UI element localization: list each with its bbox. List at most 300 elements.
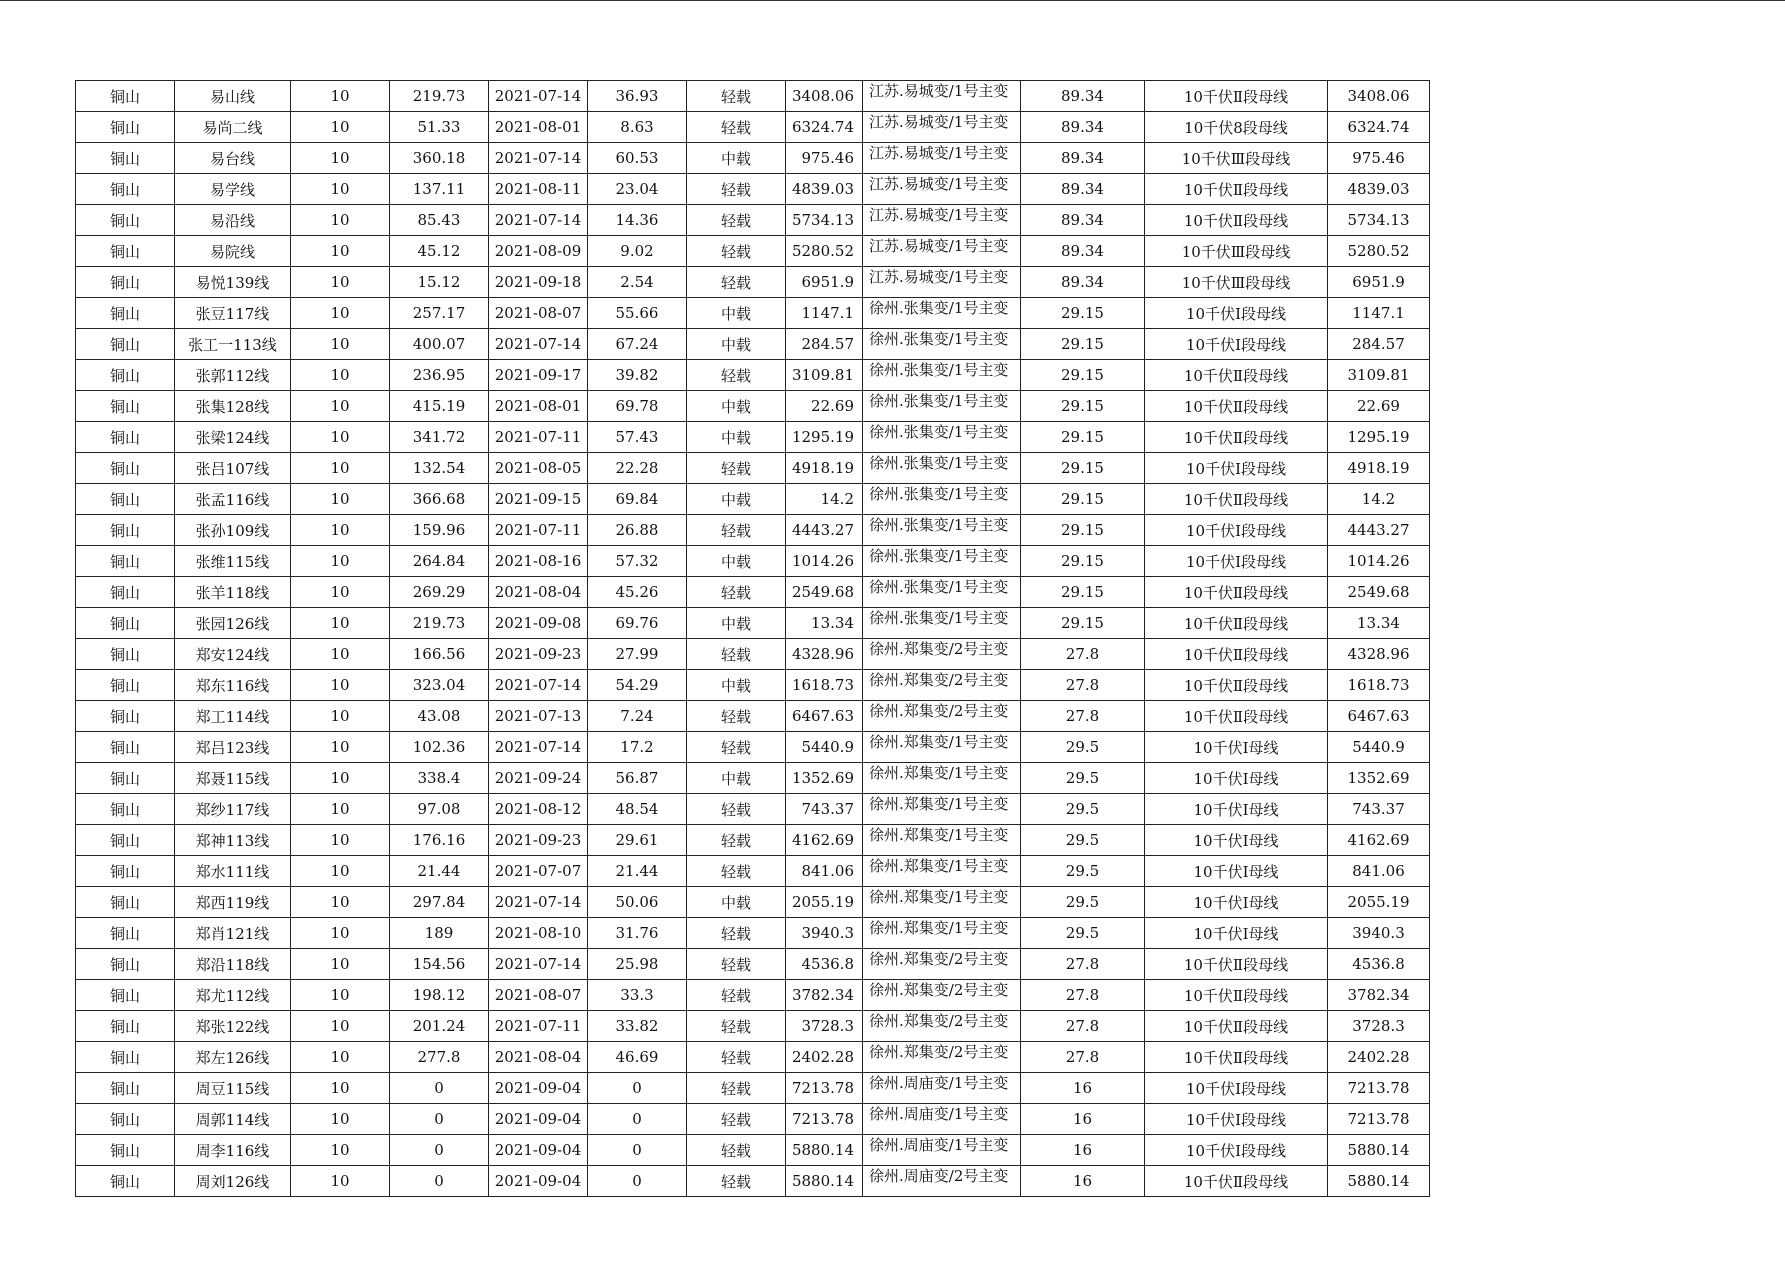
load-status-cell: 中载 [687, 670, 786, 701]
length-cell: 51.33 [390, 112, 489, 143]
load-status-cell: 轻载 [687, 918, 786, 949]
line-name-cell: 郑肖121线 [175, 918, 291, 949]
district-cell: 铜山 [76, 825, 175, 856]
transformer-rate-cell: 89.34 [1021, 112, 1145, 143]
station-text: 徐州.张集变/1号主变 [869, 516, 1009, 534]
length-cell: 159.96 [390, 515, 489, 546]
voltage-cell: 10 [291, 825, 390, 856]
load-status-cell: 轻载 [687, 515, 786, 546]
line-name-cell: 张集128线 [175, 391, 291, 422]
date-cell: 2021-09-04 [489, 1104, 588, 1135]
voltage-cell: 10 [291, 918, 390, 949]
transformer-rate-cell: 29.15 [1021, 422, 1145, 453]
transformer-rate-cell: 89.34 [1021, 236, 1145, 267]
table-row [76, 608, 1430, 639]
line-name-cell: 郑张122线 [175, 1011, 291, 1042]
district-cell: 铜山 [76, 1011, 175, 1042]
station-cell [863, 577, 1021, 608]
station-text: 徐州.郑集变/2号主变 [869, 1043, 1009, 1061]
station-text: 徐州.张集变/1号主变 [869, 330, 1009, 348]
capacity-cell: 6467.63 [786, 701, 863, 732]
bus-cell: 10千伏Ⅱ段母线 [1145, 949, 1328, 980]
table-row [76, 1135, 1430, 1166]
district-cell: 铜山 [76, 856, 175, 887]
capacity-cell: 5734.13 [786, 205, 863, 236]
load-status-cell: 中载 [687, 298, 786, 329]
transformer-rate-cell: 29.5 [1021, 732, 1145, 763]
length-cell: 366.68 [390, 484, 489, 515]
table-body [76, 81, 1430, 1197]
station-text: 徐州.郑集变/2号主变 [869, 1012, 1009, 1030]
date-cell: 2021-09-15 [489, 484, 588, 515]
voltage-cell: 10 [291, 267, 390, 298]
district-cell: 铜山 [76, 1135, 175, 1166]
rate-cell: 22.28 [588, 453, 687, 484]
station-cell [863, 918, 1021, 949]
bus-cell: 10千伏Ⅰ段母线 [1145, 1104, 1328, 1135]
station-text: 徐州.郑集变/1号主变 [869, 826, 1009, 844]
station-cell [863, 856, 1021, 887]
bus-cell: 10千伏Ⅱ段母线 [1145, 484, 1328, 515]
load-status-cell: 中载 [687, 391, 786, 422]
transformer-rate-cell: 29.15 [1021, 608, 1145, 639]
date-cell: 2021-08-09 [489, 236, 588, 267]
table-row [76, 980, 1430, 1011]
capacity-cell: 3109.81 [786, 360, 863, 391]
load-status-cell: 轻载 [687, 639, 786, 670]
district-cell: 铜山 [76, 949, 175, 980]
table-row [76, 577, 1430, 608]
voltage-cell: 10 [291, 174, 390, 205]
load-status-cell: 轻载 [687, 1073, 786, 1104]
station-cell [863, 329, 1021, 360]
rate-cell: 69.76 [588, 608, 687, 639]
table-row [76, 298, 1430, 329]
date-cell: 2021-09-04 [489, 1073, 588, 1104]
district-cell: 铜山 [76, 1166, 175, 1197]
bus-capacity-cell: 1295.19 [1328, 422, 1430, 453]
station-text: 徐州.郑集变/1号主变 [869, 733, 1009, 751]
length-cell: 257.17 [390, 298, 489, 329]
date-cell: 2021-07-11 [489, 515, 588, 546]
station-cell [863, 608, 1021, 639]
date-cell: 2021-08-07 [489, 980, 588, 1011]
rate-cell: 0 [588, 1073, 687, 1104]
load-status-cell: 中载 [687, 546, 786, 577]
district-cell: 铜山 [76, 453, 175, 484]
bus-cell: 10千伏Ⅱ段母线 [1145, 1011, 1328, 1042]
bus-capacity-cell: 975.46 [1328, 143, 1430, 174]
voltage-cell: 10 [291, 81, 390, 112]
transformer-rate-cell: 89.34 [1021, 205, 1145, 236]
district-cell: 铜山 [76, 236, 175, 267]
station-cell [863, 794, 1021, 825]
rate-cell: 45.26 [588, 577, 687, 608]
line-name-cell: 张豆117线 [175, 298, 291, 329]
bus-capacity-cell: 3109.81 [1328, 360, 1430, 391]
date-cell: 2021-08-04 [489, 577, 588, 608]
length-cell: 189 [390, 918, 489, 949]
bus-capacity-cell: 2055.19 [1328, 887, 1430, 918]
bus-cell: 10千伏Ⅰ母线 [1145, 856, 1328, 887]
voltage-cell: 10 [291, 391, 390, 422]
date-cell: 2021-09-17 [489, 360, 588, 391]
load-status-cell: 轻载 [687, 1104, 786, 1135]
rate-cell: 60.53 [588, 143, 687, 174]
bus-cell: 10千伏Ⅰ段母线 [1145, 453, 1328, 484]
length-cell: 400.07 [390, 329, 489, 360]
line-name-cell: 周豆115线 [175, 1073, 291, 1104]
station-cell [863, 422, 1021, 453]
load-status-cell: 轻载 [687, 81, 786, 112]
transformer-rate-cell: 29.15 [1021, 453, 1145, 484]
line-name-cell: 郑水111线 [175, 856, 291, 887]
district-cell: 铜山 [76, 546, 175, 577]
district-cell: 铜山 [76, 918, 175, 949]
line-name-cell: 易尚二线 [175, 112, 291, 143]
line-name-cell: 易沿线 [175, 205, 291, 236]
date-cell: 2021-08-10 [489, 918, 588, 949]
station-cell [863, 205, 1021, 236]
load-status-cell: 轻载 [687, 794, 786, 825]
station-cell [863, 391, 1021, 422]
voltage-cell: 10 [291, 1135, 390, 1166]
rate-cell: 36.93 [588, 81, 687, 112]
load-status-cell: 轻载 [687, 825, 786, 856]
transformer-rate-cell: 16 [1021, 1073, 1145, 1104]
station-cell [863, 267, 1021, 298]
capacity-cell: 1618.73 [786, 670, 863, 701]
bus-capacity-cell: 1618.73 [1328, 670, 1430, 701]
bus-capacity-cell: 5734.13 [1328, 205, 1430, 236]
district-cell: 铜山 [76, 639, 175, 670]
table-row [76, 1073, 1430, 1104]
length-cell: 43.08 [390, 701, 489, 732]
station-cell [863, 732, 1021, 763]
table-row [76, 515, 1430, 546]
line-name-cell: 郑聂115线 [175, 763, 291, 794]
date-cell: 2021-07-11 [489, 422, 588, 453]
line-name-cell: 张孙109线 [175, 515, 291, 546]
table-row [76, 701, 1430, 732]
station-cell [863, 1166, 1021, 1197]
capacity-cell: 5280.52 [786, 236, 863, 267]
length-cell: 15.12 [390, 267, 489, 298]
voltage-cell: 10 [291, 360, 390, 391]
length-cell: 360.18 [390, 143, 489, 174]
load-status-cell: 中载 [687, 763, 786, 794]
bus-capacity-cell: 5880.14 [1328, 1166, 1430, 1197]
table-row [76, 174, 1430, 205]
load-status-cell: 轻载 [687, 267, 786, 298]
station-cell [863, 1104, 1021, 1135]
station-text: 徐州.郑集变/2号主变 [869, 671, 1009, 689]
station-text: 徐州.郑集变/1号主变 [869, 795, 1009, 813]
bus-capacity-cell: 13.34 [1328, 608, 1430, 639]
transformer-rate-cell: 89.34 [1021, 174, 1145, 205]
voltage-cell: 10 [291, 980, 390, 1011]
line-name-cell: 郑左126线 [175, 1042, 291, 1073]
transformer-rate-cell: 29.15 [1021, 298, 1145, 329]
date-cell: 2021-09-24 [489, 763, 588, 794]
table-row [76, 112, 1430, 143]
line-name-cell: 郑西119线 [175, 887, 291, 918]
station-cell [863, 1073, 1021, 1104]
bus-cell: 10千伏Ⅱ段母线 [1145, 422, 1328, 453]
line-name-cell: 郑安124线 [175, 639, 291, 670]
transformer-rate-cell: 27.8 [1021, 639, 1145, 670]
length-cell: 21.44 [390, 856, 489, 887]
bus-cell: 10千伏Ⅱ段母线 [1145, 174, 1328, 205]
load-status-cell: 轻载 [687, 856, 786, 887]
rate-cell: 57.43 [588, 422, 687, 453]
rate-cell: 2.54 [588, 267, 687, 298]
bus-cell: 10千伏Ⅱ段母线 [1145, 391, 1328, 422]
line-name-cell: 易山线 [175, 81, 291, 112]
length-cell: 236.95 [390, 360, 489, 391]
bus-cell: 10千伏Ⅰ段母线 [1145, 1135, 1328, 1166]
load-status-cell: 中载 [687, 329, 786, 360]
length-cell: 137.11 [390, 174, 489, 205]
capacity-cell: 5880.14 [786, 1166, 863, 1197]
line-name-cell: 张吕107线 [175, 453, 291, 484]
transformer-rate-cell: 27.8 [1021, 670, 1145, 701]
capacity-cell: 1014.26 [786, 546, 863, 577]
transformer-rate-cell: 29.5 [1021, 825, 1145, 856]
station-cell [863, 112, 1021, 143]
length-cell: 97.08 [390, 794, 489, 825]
line-name-cell: 郑纱117线 [175, 794, 291, 825]
transformer-rate-cell: 29.5 [1021, 794, 1145, 825]
voltage-cell: 10 [291, 639, 390, 670]
station-text: 徐州.郑集变/2号主变 [869, 981, 1009, 999]
station-text: 徐州.周庙变/1号主变 [869, 1136, 1009, 1154]
transformer-rate-cell: 27.8 [1021, 980, 1145, 1011]
capacity-cell: 22.69 [786, 391, 863, 422]
voltage-cell: 10 [291, 329, 390, 360]
length-cell: 219.73 [390, 608, 489, 639]
load-status-cell: 轻载 [687, 980, 786, 1011]
bus-capacity-cell: 4839.03 [1328, 174, 1430, 205]
transformer-rate-cell: 27.8 [1021, 949, 1145, 980]
voltage-cell: 10 [291, 763, 390, 794]
transformer-rate-cell: 29.15 [1021, 484, 1145, 515]
bus-capacity-cell: 2402.28 [1328, 1042, 1430, 1073]
bus-capacity-cell: 1147.1 [1328, 298, 1430, 329]
station-text: 徐州.张集变/1号主变 [869, 392, 1009, 410]
voltage-cell: 10 [291, 298, 390, 329]
district-cell: 铜山 [76, 267, 175, 298]
station-cell [863, 1042, 1021, 1073]
line-name-cell: 张郭112线 [175, 360, 291, 391]
bus-cell: 10千伏Ⅱ段母线 [1145, 701, 1328, 732]
length-cell: 0 [390, 1166, 489, 1197]
voltage-cell: 10 [291, 887, 390, 918]
rate-cell: 46.69 [588, 1042, 687, 1073]
rate-cell: 48.54 [588, 794, 687, 825]
bus-capacity-cell: 6467.63 [1328, 701, 1430, 732]
district-cell: 铜山 [76, 422, 175, 453]
line-name-cell: 张工一113线 [175, 329, 291, 360]
length-cell: 341.72 [390, 422, 489, 453]
station-text: 徐州.张集变/1号主变 [869, 547, 1009, 565]
transformer-rate-cell: 29.15 [1021, 360, 1145, 391]
rate-cell: 39.82 [588, 360, 687, 391]
load-status-cell: 轻载 [687, 701, 786, 732]
district-cell: 铜山 [76, 174, 175, 205]
station-text: 徐州.周庙变/1号主变 [869, 1074, 1009, 1092]
transformer-rate-cell: 16 [1021, 1104, 1145, 1135]
bus-cell: 10千伏Ⅰ段母线 [1145, 329, 1328, 360]
station-text: 徐州.郑集变/1号主变 [869, 888, 1009, 906]
district-cell: 铜山 [76, 329, 175, 360]
rate-cell: 69.78 [588, 391, 687, 422]
station-cell [863, 453, 1021, 484]
bus-cell: 10千伏Ⅱ段母线 [1145, 670, 1328, 701]
rate-cell: 54.29 [588, 670, 687, 701]
bus-cell: 10千伏Ⅱ段母线 [1145, 1166, 1328, 1197]
station-cell [863, 298, 1021, 329]
capacity-cell: 3782.34 [786, 980, 863, 1011]
capacity-cell: 7213.78 [786, 1073, 863, 1104]
date-cell: 2021-08-12 [489, 794, 588, 825]
transformer-rate-cell: 16 [1021, 1166, 1145, 1197]
bus-capacity-cell: 4443.27 [1328, 515, 1430, 546]
capacity-cell: 3408.06 [786, 81, 863, 112]
transformer-rate-cell: 16 [1021, 1135, 1145, 1166]
line-name-cell: 易学线 [175, 174, 291, 205]
district-cell: 铜山 [76, 1042, 175, 1073]
station-cell [863, 236, 1021, 267]
capacity-cell: 3728.3 [786, 1011, 863, 1042]
voltage-cell: 10 [291, 856, 390, 887]
load-status-cell: 轻载 [687, 205, 786, 236]
bus-cell: 10千伏Ⅲ段母线 [1145, 267, 1328, 298]
table-row [76, 546, 1430, 577]
district-cell: 铜山 [76, 732, 175, 763]
table-row [76, 639, 1430, 670]
date-cell: 2021-07-07 [489, 856, 588, 887]
district-cell: 铜山 [76, 360, 175, 391]
station-text: 徐州.张集变/1号主变 [869, 454, 1009, 472]
line-name-cell: 易悦139线 [175, 267, 291, 298]
load-status-cell: 轻载 [687, 732, 786, 763]
capacity-cell: 6951.9 [786, 267, 863, 298]
date-cell: 2021-08-07 [489, 298, 588, 329]
bus-capacity-cell: 1352.69 [1328, 763, 1430, 794]
station-text: 徐州.张集变/1号主变 [869, 609, 1009, 627]
bus-capacity-cell: 5880.14 [1328, 1135, 1430, 1166]
line-name-cell: 周刘126线 [175, 1166, 291, 1197]
rate-cell: 67.24 [588, 329, 687, 360]
bus-capacity-cell: 4918.19 [1328, 453, 1430, 484]
transformer-rate-cell: 29.15 [1021, 577, 1145, 608]
station-text: 徐州.周庙变/1号主变 [869, 1105, 1009, 1123]
length-cell: 269.29 [390, 577, 489, 608]
bus-cell: 10千伏Ⅱ段母线 [1145, 205, 1328, 236]
table-row [76, 484, 1430, 515]
line-name-cell: 郑沿118线 [175, 949, 291, 980]
rate-cell: 55.66 [588, 298, 687, 329]
bus-cell: 10千伏Ⅰ母线 [1145, 794, 1328, 825]
transformer-rate-cell: 27.8 [1021, 1042, 1145, 1073]
station-text: 徐州.张集变/1号主变 [869, 361, 1009, 379]
date-cell: 2021-07-11 [489, 1011, 588, 1042]
voltage-cell: 10 [291, 701, 390, 732]
bus-capacity-cell: 6324.74 [1328, 112, 1430, 143]
rate-cell: 33.3 [588, 980, 687, 1011]
station-cell [863, 639, 1021, 670]
voltage-cell: 10 [291, 453, 390, 484]
line-name-cell: 郑吕123线 [175, 732, 291, 763]
rate-cell: 21.44 [588, 856, 687, 887]
table-row [76, 360, 1430, 391]
bus-capacity-cell: 841.06 [1328, 856, 1430, 887]
line-name-cell: 周李116线 [175, 1135, 291, 1166]
rate-cell: 0 [588, 1104, 687, 1135]
length-cell: 415.19 [390, 391, 489, 422]
date-cell: 2021-09-18 [489, 267, 588, 298]
voltage-cell: 10 [291, 236, 390, 267]
rate-cell: 14.36 [588, 205, 687, 236]
table-row [76, 670, 1430, 701]
station-text: 江苏.易城变/1号主变 [869, 206, 1009, 224]
table-row [76, 1011, 1430, 1042]
bus-capacity-cell: 5440.9 [1328, 732, 1430, 763]
table-row [76, 1104, 1430, 1135]
district-cell: 铜山 [76, 515, 175, 546]
station-cell [863, 1011, 1021, 1042]
district-cell: 铜山 [76, 763, 175, 794]
station-text: 徐州.郑集变/2号主变 [869, 702, 1009, 720]
rate-cell: 0 [588, 1135, 687, 1166]
line-name-cell: 周郭114线 [175, 1104, 291, 1135]
district-cell: 铜山 [76, 391, 175, 422]
table-row [76, 887, 1430, 918]
station-text: 江苏.易城变/1号主变 [869, 237, 1009, 255]
district-cell: 铜山 [76, 112, 175, 143]
feeder-table [75, 80, 1430, 1197]
bus-cell: 10千伏Ⅰ母线 [1145, 763, 1328, 794]
rate-cell: 17.2 [588, 732, 687, 763]
district-cell: 铜山 [76, 701, 175, 732]
bus-cell: 10千伏Ⅰ母线 [1145, 825, 1328, 856]
voltage-cell: 10 [291, 484, 390, 515]
district-cell: 铜山 [76, 81, 175, 112]
table-row [76, 1042, 1430, 1073]
district-cell: 铜山 [76, 143, 175, 174]
district-cell: 铜山 [76, 1104, 175, 1135]
table-row [76, 856, 1430, 887]
voltage-cell: 10 [291, 732, 390, 763]
rate-cell: 57.32 [588, 546, 687, 577]
capacity-cell: 4443.27 [786, 515, 863, 546]
date-cell: 2021-08-05 [489, 453, 588, 484]
voltage-cell: 10 [291, 949, 390, 980]
length-cell: 0 [390, 1073, 489, 1104]
line-name-cell: 郑尤112线 [175, 980, 291, 1011]
bus-capacity-cell: 7213.78 [1328, 1104, 1430, 1135]
bus-cell: 10千伏Ⅱ段母线 [1145, 577, 1328, 608]
date-cell: 2021-07-14 [489, 143, 588, 174]
table-row [76, 391, 1430, 422]
voltage-cell: 10 [291, 577, 390, 608]
capacity-cell: 975.46 [786, 143, 863, 174]
transformer-rate-cell: 29.5 [1021, 856, 1145, 887]
bus-capacity-cell: 14.2 [1328, 484, 1430, 515]
table-row [76, 422, 1430, 453]
bus-cell: 10千伏Ⅰ段母线 [1145, 1073, 1328, 1104]
